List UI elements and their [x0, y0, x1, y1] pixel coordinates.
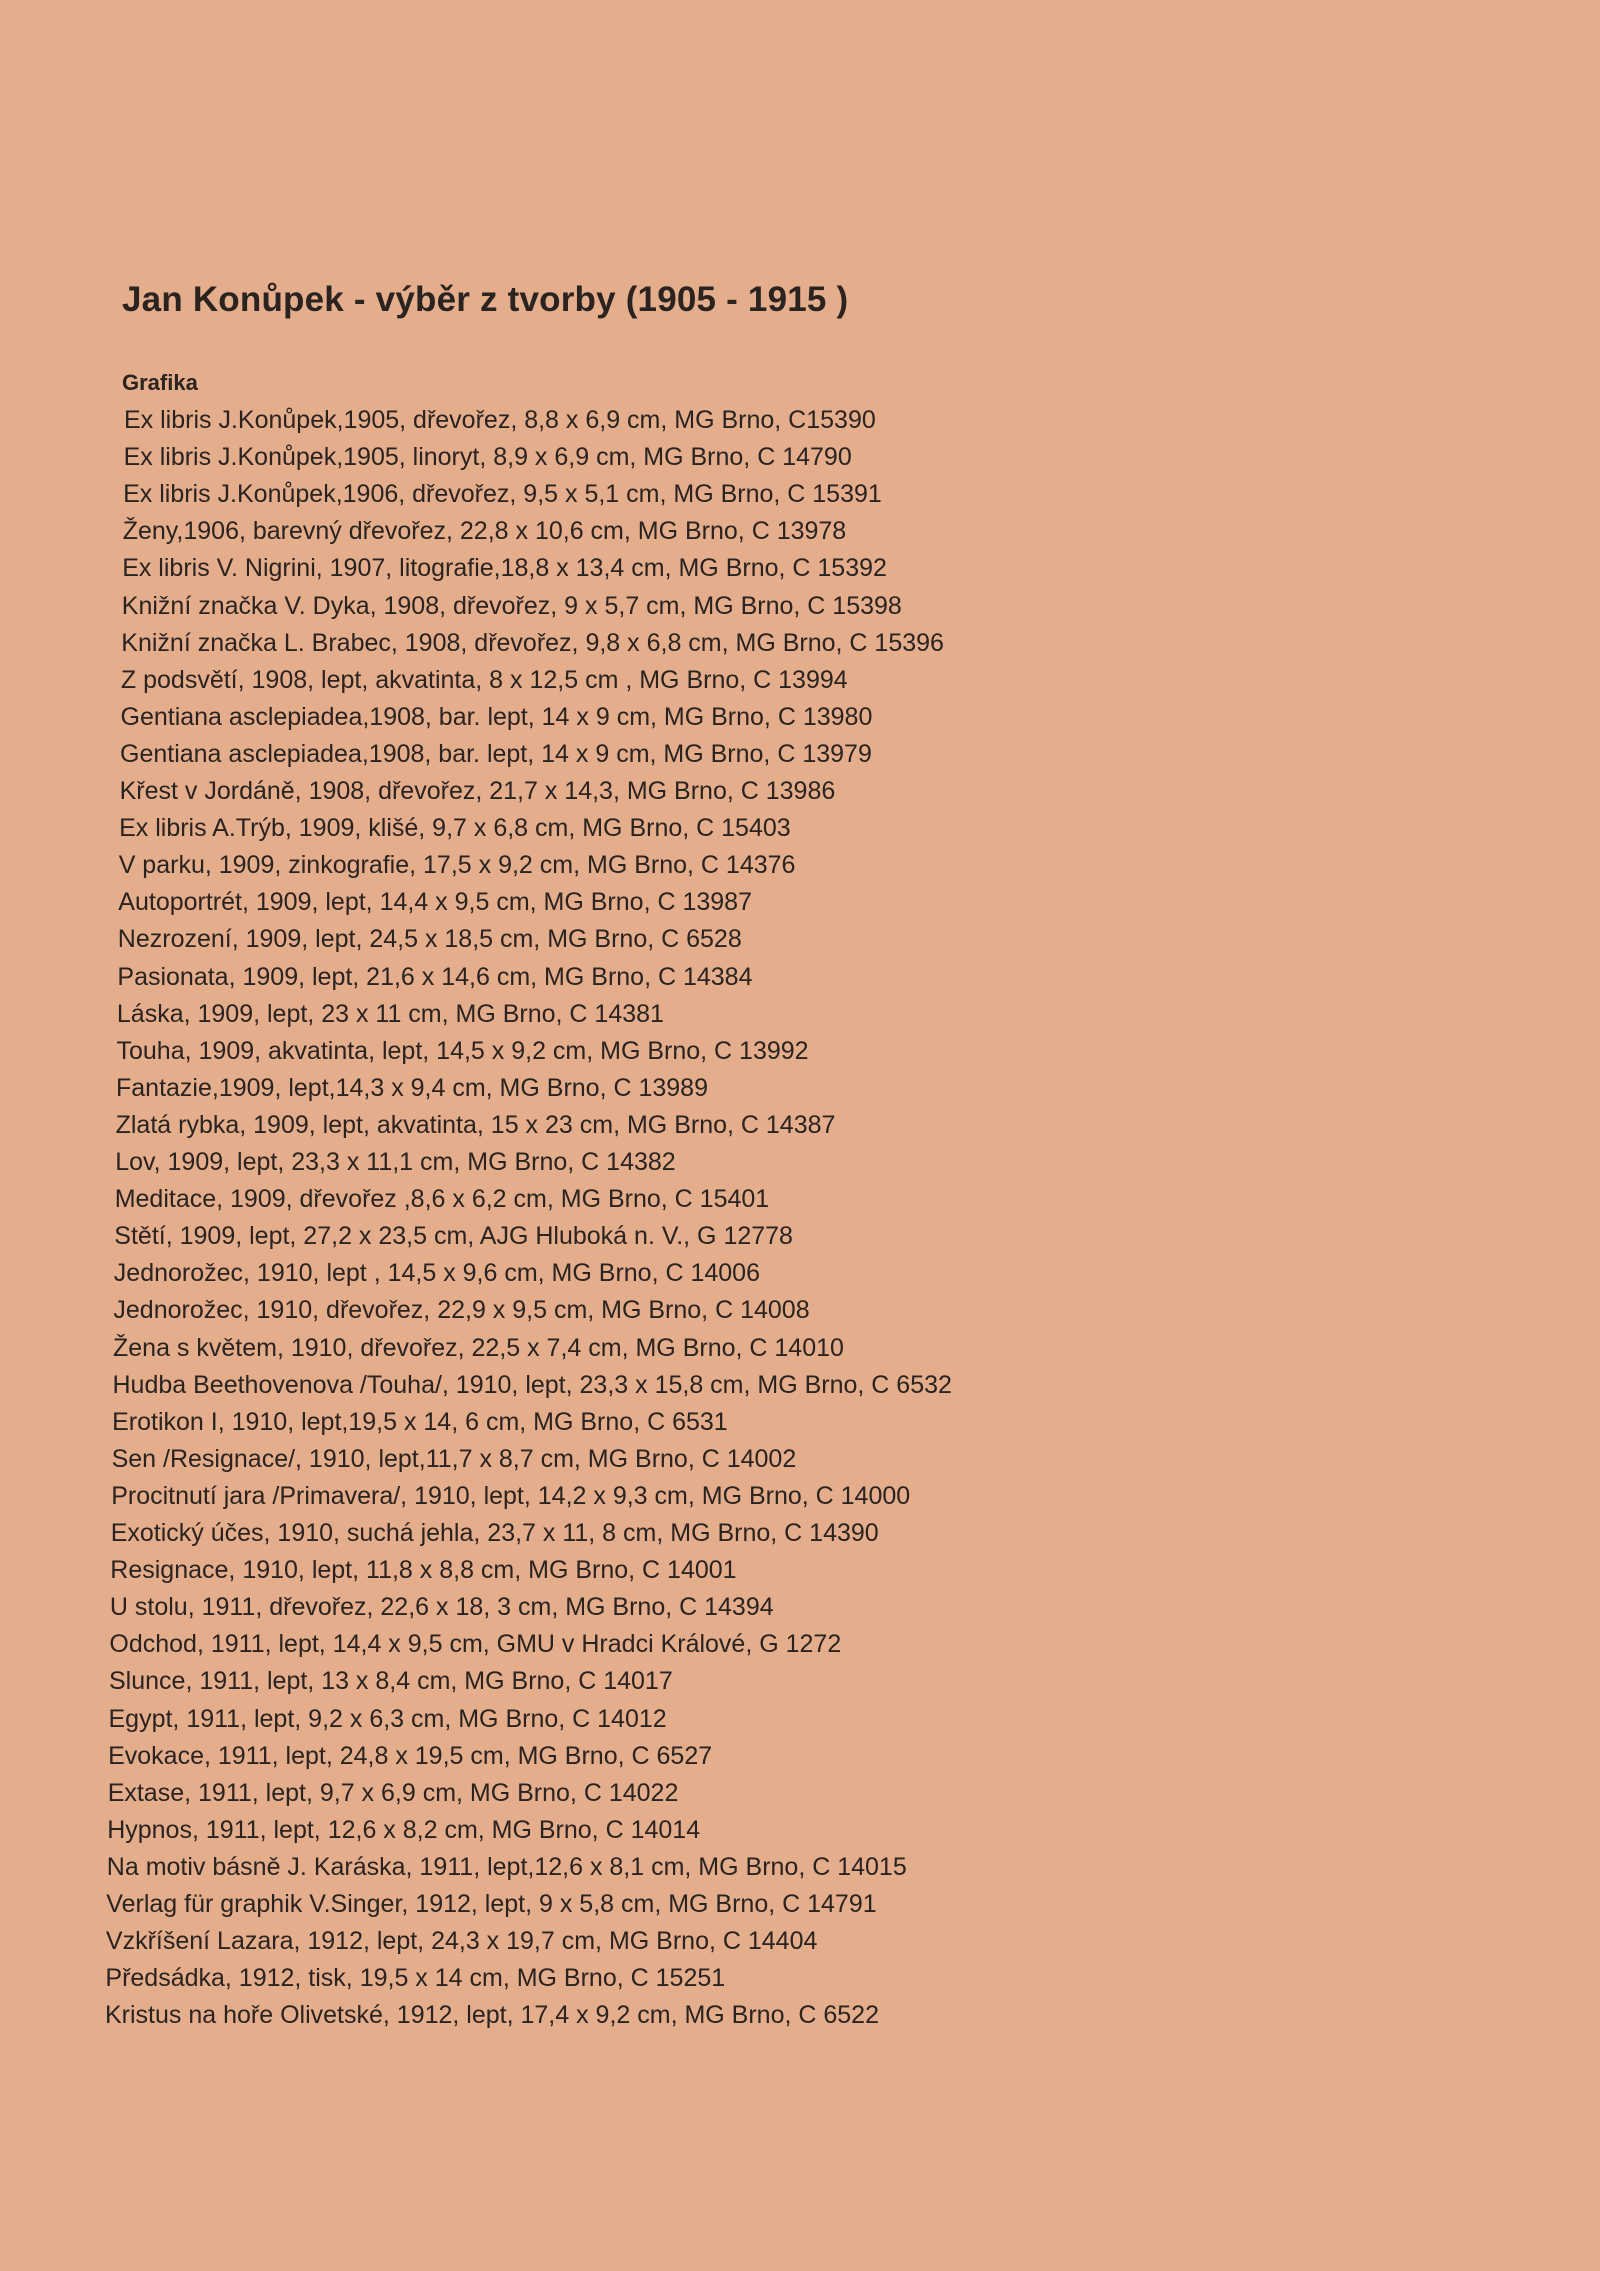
list-item: Gentiana asclepiadea,1908, bar. lept, 14 x 9 cm, MG Brno, C 13980 — [120, 702, 873, 731]
list-item: Fantazie,1909, lept,14,3 x 9,4 cm, MG Brno, C 13989 — [116, 1073, 708, 1102]
list-item: Hudba Beethovenova /Touha/, 1910, lept, 23,3 x 15,8 cm, MG Brno, C 6532 — [112, 1370, 952, 1399]
list-item: Jednorožec, 1910, dřevořez, 22,9 x 9,5 cm, MG Brno, C 14008 — [113, 1296, 810, 1325]
list-item: Pasionata, 1909, lept, 21,6 x 14,6 cm, MG Brno, C 14384 — [117, 962, 753, 991]
list-item: Vzkříšení Lazara, 1912, lept, 24,3 x 19,7 cm, MG Brno, C 14404 — [105, 1927, 818, 1956]
list-item: Gentiana asclepiadea,1908, bar. lept, 14 x 9 cm, MG Brno, C 13979 — [120, 739, 872, 768]
list-item: Knižní značka V. Dyka, 1908, dřevořez, 9 x 5,7 cm, MG Brno, C 15398 — [121, 591, 902, 620]
list-item: Ex libris J.Konůpek,1905, dřevořez, 8,8 x 6,9 cm, MG Brno, C15390 — [124, 406, 876, 434]
list-item: Na motiv básně J. Karáska, 1911, lept,12,6 x 8,1 cm, MG Brno, C 14015 — [106, 1852, 907, 1881]
list-item: Ex libris J.Konůpek,1905, linoryt, 8,9 x 6,9 cm, MG Brno, C 14790 — [123, 443, 852, 472]
list-item: Touha, 1909, akvatinta, lept, 14,5 x 9,2 cm, MG Brno, C 13992 — [116, 1036, 809, 1065]
list-item: Erotikon I, 1910, lept,19,5 x 14, 6 cm, MG Brno, C 6531 — [112, 1407, 728, 1436]
list-item: Knižní značka L. Brabec, 1908, dřevořez, 9,8 x 6,8 cm, MG Brno, C 15396 — [121, 628, 944, 657]
list-item: Ženy,1906, barevný dřevořez, 22,8 x 10,6 cm, MG Brno, C 13978 — [122, 517, 847, 546]
list-item: Kristus na hoře Olivetské, 1912, lept, 17,4 x 9,2 cm, MG Brno, C 6522 — [105, 2001, 879, 2030]
section-heading: Grafika — [122, 370, 198, 395]
list-item: Z podsvětí, 1908, lept, akvatinta, 8 x 12,5 cm , MG Brno, C 13994 — [120, 665, 848, 694]
list-item: Sen /Resignace/, 1910, lept,11,7 x 8,7 cm, MG Brno, C 14002 — [111, 1444, 797, 1473]
list-item: Ex libris J.Konůpek,1906, dřevořez, 9,5 x 5,1 cm, MG Brno, C 15391 — [123, 480, 882, 509]
list-item: Lov, 1909, lept, 23,3 x 11,1 cm, MG Brno, C 14382 — [115, 1148, 676, 1176]
list-item: Láska, 1909, lept, 23 x 11 cm, MG Brno, C 14381 — [116, 999, 664, 1028]
list-item: Odchod, 1911, lept, 14,4 x 9,5 cm, GMU v Hradci Králové, G 1272 — [109, 1630, 842, 1659]
list-item: Slunce, 1911, lept, 13 x 8,4 cm, MG Brno, C 14017 — [109, 1667, 673, 1696]
list-item: V parku, 1909, zinkografie, 17,5 x 9,2 cm, MG Brno, C 14376 — [118, 851, 796, 880]
list-item: Jednorožec, 1910, lept , 14,5 x 9,6 cm, MG Brno, C 14006 — [113, 1259, 760, 1288]
list-item: Evokace, 1911, lept, 24,8 x 19,5 cm, MG Brno, C 6527 — [108, 1741, 713, 1770]
list-item: Ex libris A.Trýb, 1909, klišé, 9,7 x 6,8 cm, MG Brno, C 15403 — [119, 814, 791, 843]
list-item: Předsádka, 1912, tisk, 19,5 x 14 cm, MG Brno, C 15251 — [105, 1964, 726, 1993]
list-item: Křest v Jordáně, 1908, dřevořez, 21,7 x 14,3, MG Brno, C 13986 — [119, 777, 836, 805]
list-item: Verlag für graphik V.Singer, 1912, lept, 9 x 5,8 cm, MG Brno, C 14791 — [106, 1890, 877, 1918]
list-item: Ex libris V. Nigrini, 1907, litografie,18,8 x 13,4 cm, MG Brno, C 15392 — [122, 554, 887, 583]
list-item: Exotický účes, 1910, suchá jehla, 23,7 x 11, 8 cm, MG Brno, C 14390 — [110, 1519, 879, 1547]
list-item: Hypnos, 1911, lept, 12,6 x 8,2 cm, MG Brno, C 14014 — [107, 1815, 701, 1844]
list-item: U stolu, 1911, dřevořez, 22,6 x 18, 3 cm, MG Brno, C 14394 — [109, 1593, 774, 1622]
list-item: Žena s květem, 1910, dřevořez, 22,5 x 7,4 cm, MG Brno, C 14010 — [113, 1333, 844, 1362]
page-title: Jan Konůpek - výběr z tvorby (1905 - 1915 ) — [122, 280, 849, 319]
list-item: Procitnutí jara /Primavera/, 1910, lept, 14,2 x 9,3 cm, MG Brno, C 14000 — [111, 1481, 911, 1510]
list-item: Autoportrét, 1909, lept, 14,4 x 9,5 cm, MG Brno, C 13987 — [118, 888, 752, 917]
list-item: Zlatá rybka, 1909, lept, akvatinta, 15 x 23 cm, MG Brno, C 14387 — [115, 1110, 836, 1139]
list-item: Resignace, 1910, lept, 11,8 x 8,8 cm, MG Brno, C 14001 — [110, 1556, 737, 1585]
list-item: Nezrození, 1909, lept, 24,5 x 18,5 cm, MG Brno, C 6528 — [117, 925, 742, 954]
list-item: Meditace, 1909, dřevořez ,8,6 x 6,2 cm, MG Brno, C 15401 — [114, 1185, 770, 1214]
list-item: Stětí, 1909, lept, 27,2 x 23,5 cm, AJG Hluboká n. V., G 12778 — [114, 1222, 793, 1251]
list-item: Extase, 1911, lept, 9,7 x 6,9 cm, MG Brno, C 14022 — [107, 1778, 679, 1807]
list-item: Egypt, 1911, lept, 9,2 x 6,3 cm, MG Brno, C 14012 — [108, 1704, 667, 1733]
